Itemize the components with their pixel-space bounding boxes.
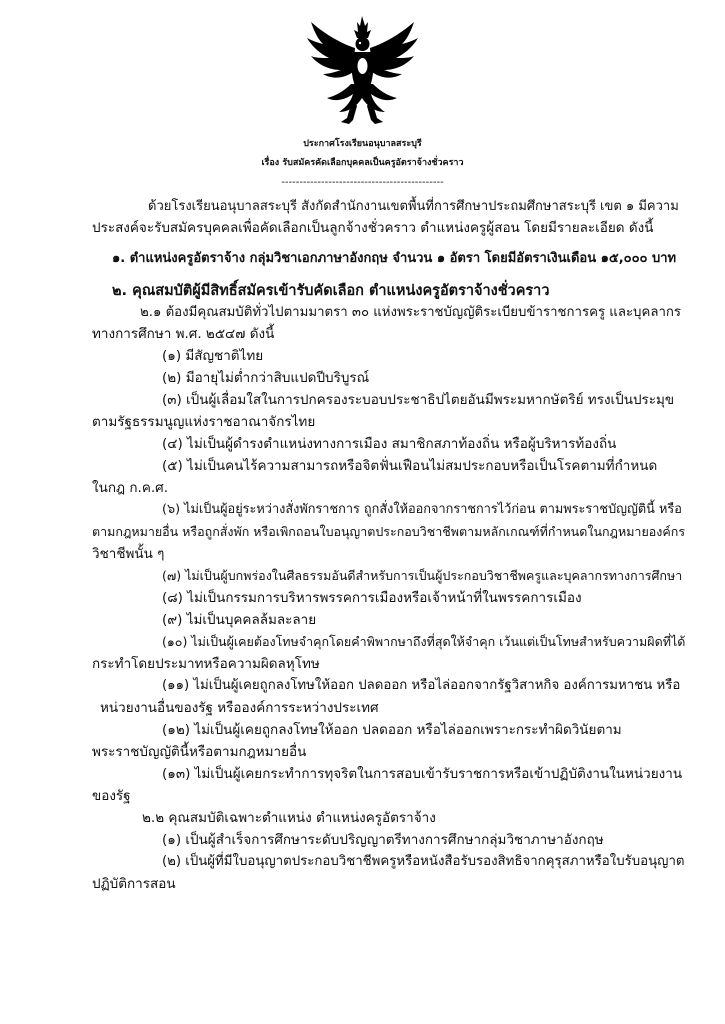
list-item: (๑๑) ไม่เป็นผู้เคยถูกลงโทษให้ออก ปลดออก หรือไล่ออกจากรัฐวิสาหกิจ องค์การมหาชน หรือ bbox=[162, 678, 681, 693]
title-divider: --------------------------------------------- bbox=[281, 177, 444, 188]
list-item: (๑๓) ไม่เป็นผู้เคยกระทำการทุจริตในการสอบเข้ารับราชการหรือเข้าปฏิบัติงานในหน่วยงาน bbox=[162, 766, 683, 782]
list-item: (๖) ไม่เป็นผู้อยู่ระหว่างสั่งพักราชการ ถูกสั่งให้ออกจากราชการไว้ก่อน ตามพระราชบัญญัตินี้ หรือ bbox=[162, 502, 682, 517]
section-1-position: ๑. ตำแหน่งครูอัตราจ้าง กลุ่มวิชาเอกภาษาอังกฤษ จำนวน ๑ อัตรา โดยมีอัตราเงินเดือน ๑๕,๐๐๐ บาท bbox=[112, 251, 677, 266]
section-2-1-line-1: ๒.๑ ต้องมีคุณสมบัติทั่วไปตามมาตรา ๓๐ แห่งพระราชบัญญัติระเบียบข้าราชการครู และบุคลากร bbox=[140, 305, 682, 320]
list-item: (๒) มีอายุไม่ต่ำกว่าสิบแปดปีบริบูรณ์ bbox=[162, 370, 370, 386]
document-subject: เรื่อง รับสมัครคัดเลือกบุคคลเป็นครูอัตราจ้างชั่วคราว bbox=[261, 158, 464, 168]
list-item: (๕) ไม่เป็นคนไร้ความสามารถหรือจิตฟั่นเฟือนไม่สมประกอบหรือเป็นโรคตามที่กำหนด bbox=[162, 458, 658, 474]
list-item-continuation: ของรัฐ bbox=[92, 788, 131, 804]
section-2-heading: ๒. คุณสมบัติผู้มีสิทธิ์สมัครเข้ารับคัดเลือก ตำแหน่งครูอัตราจ้างชั่วคราว bbox=[112, 283, 550, 299]
list-item-continuation: หน่วยงานอื่นของรัฐ หรือองค์การระหว่างประเทศ bbox=[100, 700, 379, 716]
intro-line-1: ด้วยโรงเรียนอนุบาลสระบุรี สังกัดสำนักงานเขตพื้นที่การศึกษาประถมศึกษาสระบุรี เขต ๑ มีความ bbox=[148, 199, 679, 214]
list-item-continuation: พระราชบัญญัตินี้หรือตามกฎหมายอื่น bbox=[92, 744, 307, 760]
garuda-emblem-icon bbox=[305, 14, 420, 126]
list-item-continuation: วิชาชีพนั้น ๆ bbox=[92, 546, 165, 562]
list-item-continuation: ตามรัฐธรรมนูญแห่งราชอาณาจักรไทย bbox=[92, 414, 316, 430]
list-item-continuation: ในกฎ ก.ค.ศ. bbox=[92, 480, 168, 496]
list-item: (๑) มีสัญชาติไทย bbox=[162, 348, 264, 364]
list-item: (๙) ไม่เป็นบุคคลล้มละลาย bbox=[162, 612, 317, 628]
list-item-continuation: ตามกฎหมายอื่น หรือถูกสั่งพัก หรือเพิกถอนใบอนุญาตประกอบวิชาชีพตามหลักเกณฑ์ที่กำหนดในกฎหมายองค์กร bbox=[92, 524, 686, 539]
intro-line-2: ประสงค์จะรับสมัครบุคคลเพื่อคัดเลือกเป็นลูกจ้างชั่วคราว ตำแหน่งครูผู้สอน โดยมีรายละเอียด ดังนี้ bbox=[92, 220, 654, 236]
document-title: ประกาศโรงเรียนอนุบาลสระบุรี bbox=[303, 139, 422, 149]
qualification-item: (๑) เป็นผู้สำเร็จการศึกษาระดับปริญญาตรีทางการศึกษากลุ่มวิชาภาษาอังกฤษ bbox=[162, 832, 604, 848]
list-item: (๔) ไม่เป็นผู้ดำรงตำแหน่งทางการเมือง สมาชิกสภาท้องถิ่น หรือผู้บริหารท้องถิ่น bbox=[162, 436, 617, 452]
list-item: (๑๐) ไม่เป็นผู้เคยต้องโทษจำคุกโดยคำพิพากษาถึงที่สุดให้จำคุก เว้นแต่เป็นโทษสำหรับความผิดที่ได้ bbox=[162, 634, 686, 649]
list-item-continuation: กระทำโดยประมาทหรือความผิดลหุโทษ bbox=[92, 656, 320, 672]
section-2-1-line-2: ทางการศึกษา พ.ศ. ๒๕๔๗ ดังนี้ bbox=[92, 326, 275, 342]
list-item: (๗) ไม่เป็นผู้บกพร่องในศีลธรรมอันดีสำหรับการเป็นผู้ประกอบวิชาชีพครูและบุคลากรทางการศึกษา bbox=[162, 568, 683, 583]
qualification-item-continuation: ปฏิบัติการสอน bbox=[92, 876, 176, 892]
list-item: (๓) เป็นผู้เลื่อมใสในการปกครองระบอบประชาธิปไตยอันมีพระมหากษัตริย์ ทรงเป็นประมุข bbox=[162, 392, 675, 408]
qualification-item: (๒) เป็นผู้ที่มีใบอนุญาตประกอบวิชาชีพครูหรือหนังสือรับรองสิทธิจากคุรุสภาหรือใบรับอนุญาต bbox=[162, 854, 685, 869]
section-2-2-heading: ๒.๒ คุณสมบัติเฉพาะตำแหน่ง ตำแหน่งครูอัตราจ้าง bbox=[142, 810, 436, 826]
list-item: (๘) ไม่เป็นกรรมการบริหารพรรคการเมืองหรือเจ้าหน้าที่ในพรรคการเมือง bbox=[162, 590, 582, 606]
list-item: (๑๒) ไม่เป็นผู้เคยถูกลงโทษให้ออก ปลดออก หรือไล่ออกเพราะกระทำผิดวินัยตาม bbox=[162, 722, 622, 738]
